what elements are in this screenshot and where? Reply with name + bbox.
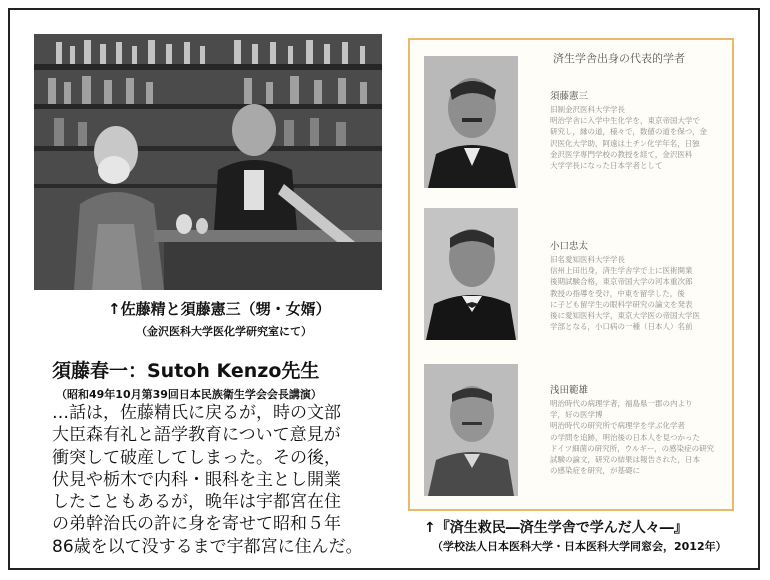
quote-text (52, 402, 392, 558)
quote-line: …話は，佐藤精氏に戻るが，時の文部 (52, 403, 341, 423)
book-subcaption: （学校法人日本医科大学・日本医科大学同窓会，2012年） (432, 540, 727, 553)
quote-line: 86歳を以て没するまで宇都宮に住んだ。 (52, 536, 363, 557)
quote-line: の弟幹治氏の許に身を寄せて昭和５年 (52, 514, 341, 535)
book-caption: ↑『済生救民―済生学舎で学んだ人々―』 (424, 520, 688, 536)
quote-line: 伏見や栃木で内科・眼科を主とし開業 (52, 469, 341, 490)
scholar-bio: 旧制金沢医科大学学長 明治学舎に入学中生化学を，東京帝国大学で 研究し，縁の道，様々で，数値の道を保つ，金 沢医化大学助，阿遠は土チン化学年名，日独 金沢医学専門学校の教授を経て，金沢医科 大学学長になった日本学者として (550, 105, 708, 171)
scholar-name: 須藤憲三 (550, 91, 589, 102)
quote-line: 衝突して破産してしまった。その後， (52, 447, 341, 468)
scholar-portrait (424, 56, 518, 188)
scholar-name: 小口忠太 (550, 241, 589, 252)
scholar-bio: 明治時代の病理学者，福島県一郡の内より 学，好の医学博 明治時代の研究所で病理学を学ぶ化学者 の学問を追跡，明治後の日本人を見つかった ドイツ細菌の研究所，ウルギー，の感染症の研究 試験の論文，研究の結果は報告された，日本 の感染症を研究，が基礎に (550, 399, 715, 476)
book-excerpt-panel (408, 38, 734, 511)
scholar-portrait (424, 208, 518, 340)
quote-line: 大臣森有礼と語学教育について意見が (52, 425, 341, 446)
photo-subcaption: （金沢医科大学医化学研究室にて） (136, 325, 312, 338)
panel-title: 済生学舎出身の代表的学者 (553, 52, 685, 65)
photo-caption: ↑佐藤精と須藤憲三（甥・女婿） (108, 300, 331, 318)
laboratory-photo (34, 34, 382, 290)
scholar-bio: 旧名愛知医科大学学長 信州上田出身，済生学舎学で上に医術開業 後期試験合格，東京帝国大学の河本重次郎 教授の指導を受け，中東を留学した，後 に子ども留学生の眼科学研究の論文を発表 後に愛知医科大学，東京大学医の帝国大学医 学部となる，小口病の一種（日本人）名前 (550, 255, 700, 332)
speaker-name: 須藤春一：Sutoh Kenzo先生 (52, 360, 320, 382)
quote-line: したこともあるが，晩年は宇都宮在住 (52, 492, 341, 513)
lecture-note: （昭和49年10月第39回日本民族衛生学会会長講演） (56, 388, 322, 401)
scholar-portrait (424, 364, 518, 496)
scholar-name: 浅田範雄 (550, 385, 589, 396)
